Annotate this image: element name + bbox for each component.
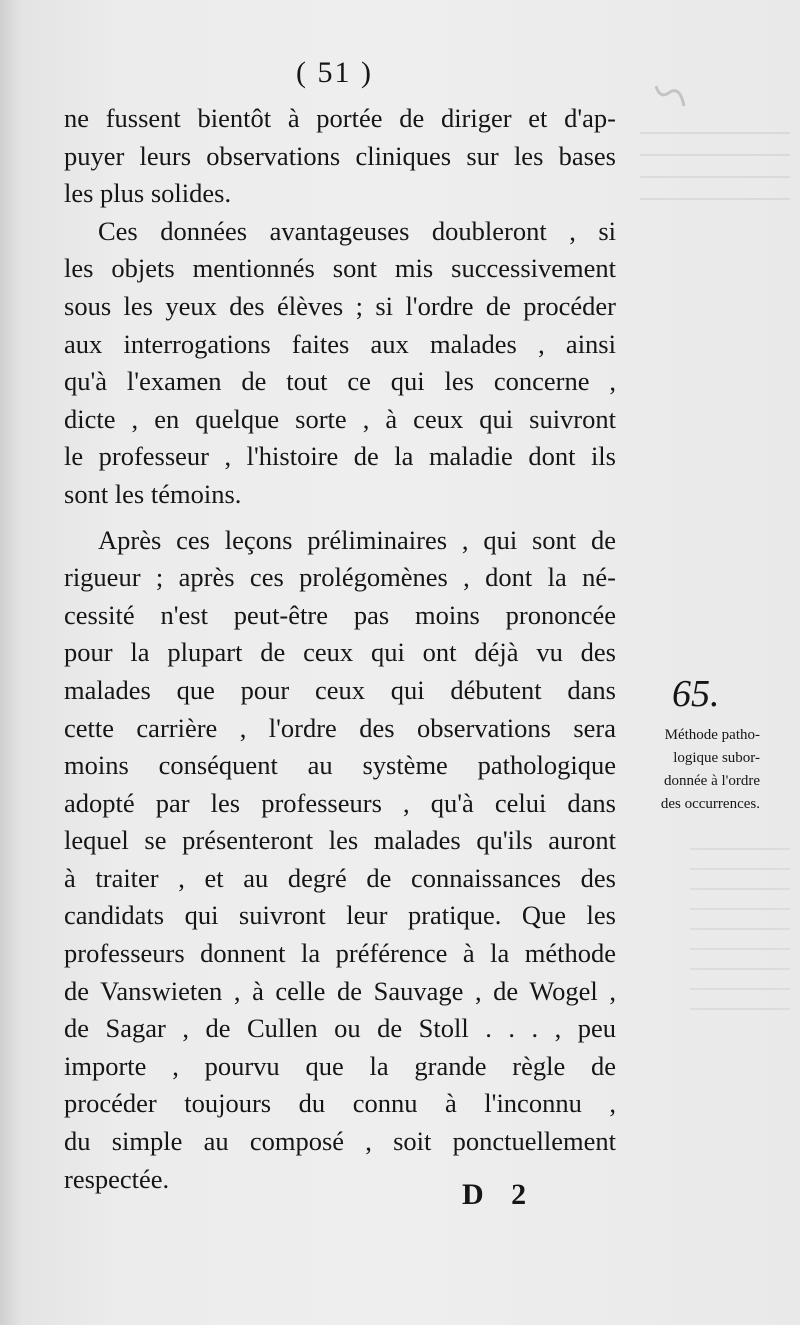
margin-note-line: donnée à l'ordre xyxy=(664,773,760,789)
text-line: respectée. xyxy=(64,1163,170,1194)
text-line: moins conséquent au système pathologique xyxy=(64,750,616,781)
text-line: ne fussent bientôt à portée de diriger et d'ap- xyxy=(64,103,616,133)
paragraph xyxy=(64,522,616,1199)
signature-mark: D 2 xyxy=(462,1178,537,1211)
margin-note-line: logique subor- xyxy=(673,750,760,766)
text-line: adopté par les professeurs , qu'à celui dans xyxy=(64,787,616,818)
margin-note xyxy=(630,724,760,816)
text-line: du simple au composé , soit ponctuellement xyxy=(64,1126,616,1157)
text-line: Après ces leçons préliminaires , qui sont de xyxy=(98,524,616,555)
text-line: Ces données avantageuses doubleront , si xyxy=(98,215,616,246)
show-through-smudge xyxy=(640,130,790,200)
text-line: procéder toujours du connu à l'inconnu , xyxy=(64,1088,616,1119)
text-line: qu'à l'examen de tout ce qui les concerne , xyxy=(64,366,616,397)
text-line: sont les témoins. xyxy=(64,478,242,509)
margin-note-line: des occurrences. xyxy=(660,796,760,812)
text-line: à traiter , et au degré de connaissances des xyxy=(64,862,616,893)
text-line: aux interrogations faites aux malades , ainsi xyxy=(64,328,616,359)
text-line: lequel se présenteront les malades qu'ils auront xyxy=(64,825,616,856)
text-line: les objets mentionnés sont mis successivement xyxy=(64,253,616,284)
show-through-glyph-icon xyxy=(650,82,690,112)
text-line: le professeur , l'histoire de la maladie dont ils xyxy=(64,441,616,472)
margin-section-number: 65. xyxy=(672,673,720,715)
page-number: ( 51 ) xyxy=(296,56,373,89)
text-line: de Vanswieten , à celle de Sauvage , de Wogel , xyxy=(64,975,616,1006)
text-line: rigueur ; après ces prolégomènes , dont la né- xyxy=(64,562,616,593)
text-line: importe , pourvu que la grande règle de xyxy=(64,1050,616,1081)
show-through-mark xyxy=(650,82,690,121)
body-text xyxy=(64,100,616,1198)
text-line: cessité n'est peut-être pas moins prononcée xyxy=(64,599,616,630)
paragraph-gap xyxy=(64,514,616,522)
paragraph xyxy=(64,100,616,213)
text-line: professeurs donnent la préférence à la méthode xyxy=(64,938,616,969)
text-line: cette carrière , l'ordre des observations sera xyxy=(64,712,616,743)
show-through-smudge xyxy=(690,840,790,1010)
text-line: puyer leurs observations cliniques sur les bases xyxy=(64,140,616,171)
text-line: pour la plupart de ceux qui ont déjà vu des xyxy=(64,637,616,668)
text-line: malades que pour ceux qui débutent dans xyxy=(64,674,616,705)
paragraph xyxy=(64,213,616,514)
text-line: dicte , en quelque sorte , à ceux qui suivront xyxy=(64,403,616,434)
text-line: de Sagar , de Cullen ou de Stoll . . . , peu xyxy=(64,1013,616,1044)
text-line: candidats qui suivront leur pratique. Que les xyxy=(64,900,616,931)
text-line: les plus solides. xyxy=(64,178,232,209)
text-line: sous les yeux des élèves ; si l'ordre de procéder xyxy=(64,290,616,321)
margin-note-line: Méthode patho- xyxy=(664,727,760,743)
